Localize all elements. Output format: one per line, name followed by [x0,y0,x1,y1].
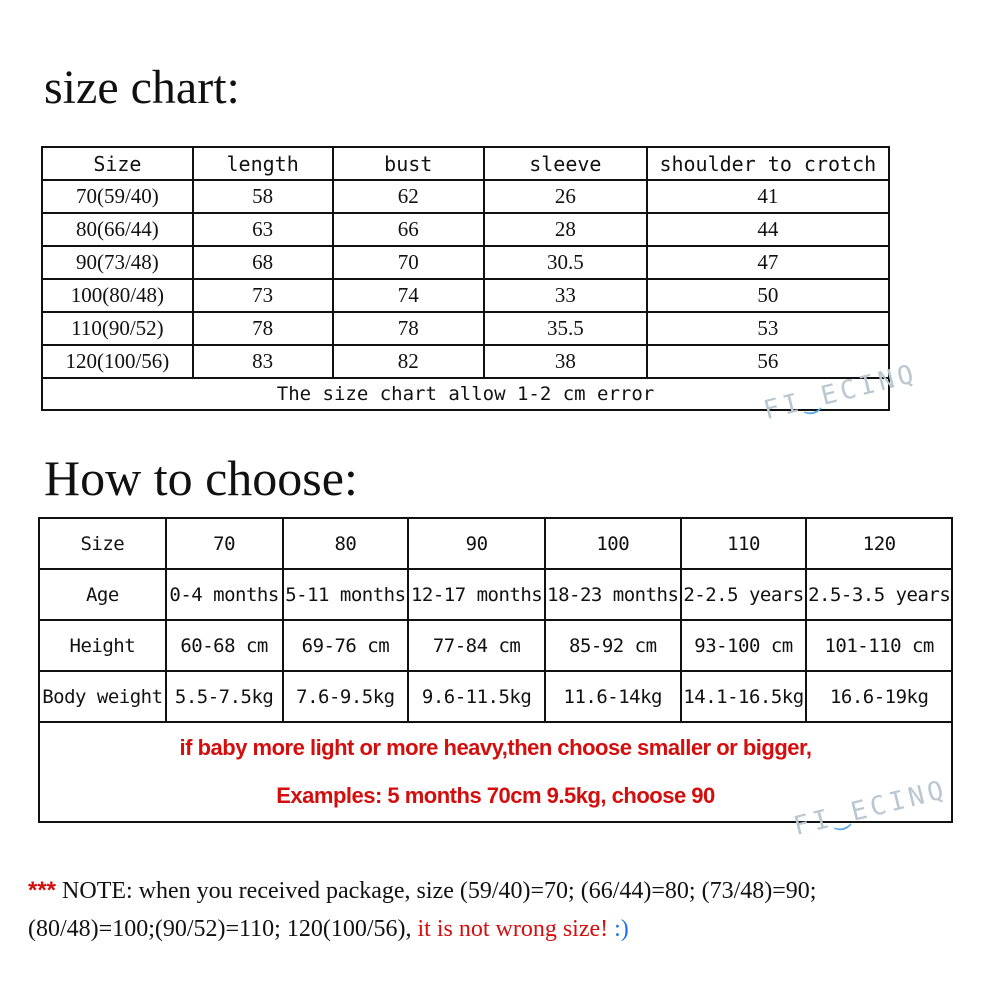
shoulder-cell: 44 [647,213,889,246]
table-row [42,246,889,279]
length-cell: 78 [193,312,333,345]
bust-cell: 82 [333,345,485,378]
height-cell: 69-76 cm [283,620,409,671]
sleeve-cell: 26 [484,180,647,213]
size-cell: 110 [681,518,807,569]
size-chart-header-row [42,147,889,180]
height-cell: 77-84 cm [408,620,545,671]
sleeve-cell: 30.5 [484,246,647,279]
row-label-size: Size [39,518,166,569]
note-line-1 [28,872,993,910]
how-to-choose-table [38,517,953,823]
weight-cell: 9.6-11.5kg [408,671,545,722]
watermark-right: ECINQ [847,774,951,828]
shoulder-cell: 53 [647,312,889,345]
size-note: (100/56) [96,349,170,373]
weight-cell: 11.6-14kg [545,671,681,722]
choose-size-row [39,518,952,569]
bust-cell: 62 [333,180,485,213]
length-cell: 63 [193,213,333,246]
size-cell: 120 [806,518,952,569]
watermark-right: ECINQ [817,358,921,412]
size-cell [42,246,193,279]
size-value: 120 [65,349,97,373]
size-cell: 100 [545,518,681,569]
note-line-2 [28,910,993,948]
size-chart-table [41,146,890,411]
size-cell: 70 [166,518,283,569]
size-chart-heading: size chart: [44,61,240,114]
length-cell: 73 [193,279,333,312]
note-smiley: :) [608,916,629,942]
age-cell: 2.5-3.5 years [806,569,952,620]
size-note: (59/40) [96,184,159,208]
age-cell: 0-4 months [166,569,283,620]
size-cell [42,213,193,246]
size-note: (66/44) [96,217,159,241]
choose-height-row [39,620,952,671]
note-text-1: NOTE: when you received package, size (59/40)=70; (66/44)=80; (73/48)=90; [56,878,817,904]
shoulder-cell: 56 [647,345,889,378]
weight-cell: 16.6-19kg [806,671,952,722]
length-cell: 83 [193,345,333,378]
bust-cell: 78 [333,312,485,345]
sleeve-cell: 28 [484,213,647,246]
bust-cell: 70 [333,246,485,279]
row-label-height: Height [39,620,166,671]
how-to-choose-heading: How to choose: [44,450,358,506]
weight-cell: 5.5-7.5kg [166,671,283,722]
choose-weight-row [39,671,952,722]
height-cell: 85-92 cm [545,620,681,671]
row-label-age: Age [39,569,166,620]
size-value: 70 [75,184,97,208]
note-text-2: (80/48)=100;(90/52)=110; 120(100/56), [28,916,418,942]
size-cell [42,345,193,378]
shoulder-cell: 47 [647,246,889,279]
size-note: (90/52) [101,316,164,340]
bust-cell: 66 [333,213,485,246]
note-stars: *** [28,877,57,904]
table-row [42,180,889,213]
watermark-left: FI [790,803,837,842]
age-cell: 5-11 months [283,569,409,620]
size-chart-footnote: The size chart allow 1-2 cm error [42,378,889,410]
header-shoulder-to-crotch: shoulder to crotch [647,147,889,180]
size-value: 90 [75,250,97,274]
table-row [42,345,889,378]
size-value: 100 [70,283,103,307]
smile-icon: ‿ [828,798,856,833]
sleeve-cell: 35.5 [484,312,647,345]
weight-cell: 14.1-16.5kg [681,671,807,722]
header-bust: bust [333,147,485,180]
size-cell [42,180,193,213]
size-cell [42,279,193,312]
row-label-body-weight: Body weight [39,671,166,722]
length-cell: 68 [193,246,333,279]
age-cell: 12-17 months [408,569,545,620]
size-cell [42,312,193,345]
length-cell: 58 [193,180,333,213]
bust-cell: 74 [333,279,485,312]
weight-cell: 7.6-9.5kg [283,671,409,722]
shoulder-cell: 50 [647,279,889,312]
smile-icon: ‿ [798,382,826,417]
sleeve-cell: 33 [484,279,647,312]
note-warning: it is not wrong size! [417,916,609,942]
header-size: Size [42,147,193,180]
header-length: length [193,147,333,180]
size-value: 80 [75,217,97,241]
size-cell: 90 [408,518,545,569]
watermark-left: FI [760,387,807,426]
table-row [42,312,889,345]
shoulder-cell: 41 [647,180,889,213]
size-note: (80/48) [102,283,165,307]
size-note: (73/48) [96,250,159,274]
height-cell: 101-110 cm [806,620,952,671]
header-sleeve: sleeve [484,147,647,180]
height-cell: 93-100 cm [681,620,807,671]
advice-line-2: Examples: 5 months 70cm 9.5kg, choose 90 [276,783,715,808]
age-cell: 18-23 months [545,569,681,620]
advice-line-1: if baby more light or more heavy,then choose smaller or bigger, [179,735,812,760]
table-row [42,213,889,246]
age-cell: 2-2.5 years [681,569,807,620]
note-paragraph [28,872,993,948]
table-row [42,279,889,312]
size-value: 110 [71,316,102,340]
sleeve-cell: 38 [484,345,647,378]
size-cell: 80 [283,518,409,569]
height-cell: 60-68 cm [166,620,283,671]
choose-age-row [39,569,952,620]
